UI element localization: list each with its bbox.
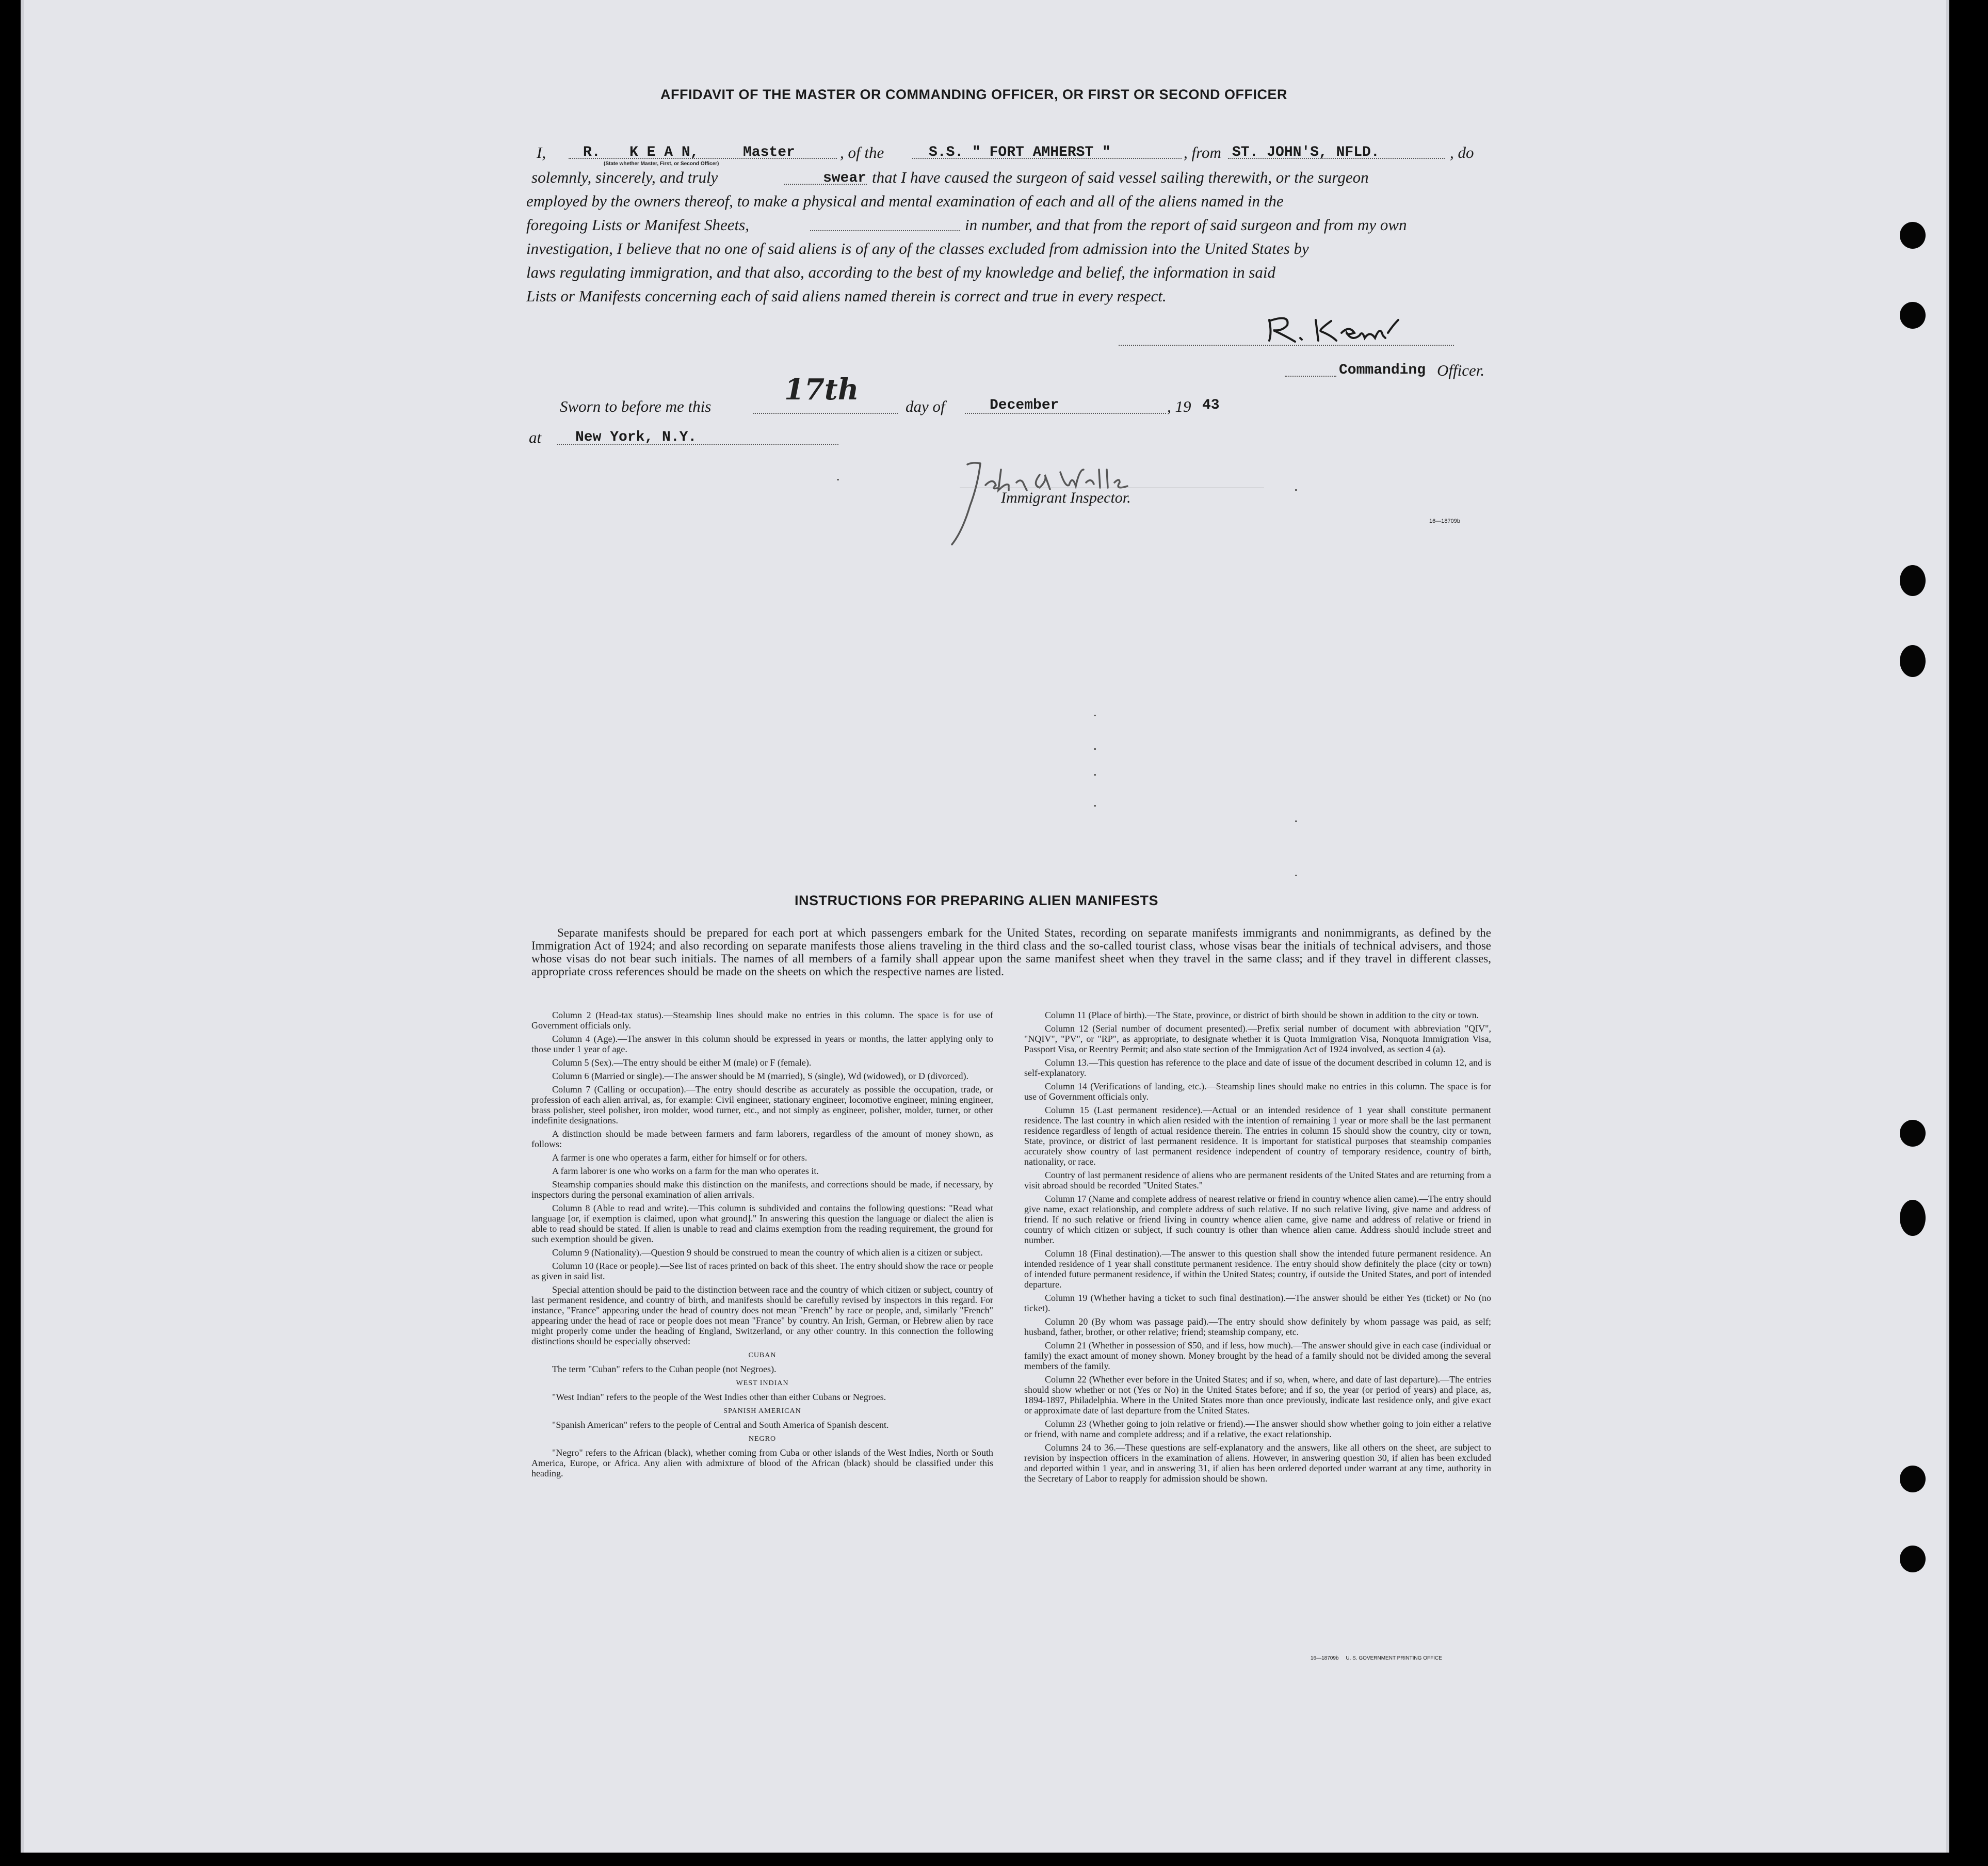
affidavit-line-3: employed by the owners thereof, to make a physical and mental examination of each and all of the aliens named in the [526, 192, 1284, 210]
right-column-paragraph: Columns 24 to 36.—These questions are self-explanatory and the answers, like all others on the sheet, are subject to revision by inspection officers in the examination of aliens. However, in answering question 30, if alien has been excluded and deported within 1 year, and in answering 31, if alien has been ordered deported under warrant at any time, authority in the Secretary of Labor to reapply for admission should be shown. [1024, 1442, 1491, 1484]
affidavit-line-5: investigation, I believe that no one of said aliens is of any of the classes excluded from admission into the United States by [526, 239, 1309, 258]
right-column-paragraph: Column 23 (Whether going to join relative or friend).—The answer should show whether going to join either a relative or friend, with name and complete address; and if a relative, the exact relationship. [1024, 1419, 1491, 1439]
oath-word: swear [823, 170, 867, 186]
sworn-day: 17th [784, 373, 859, 407]
heading-cuban: CUBAN [748, 1352, 777, 1359]
right-column-paragraph: Column 21 (Whether in possession of $50, and if less, how much).—The answer should give in each case (individual or family) the exact amount of money shown. Money brought by the head of a family should not be divided among the several members of the family. [1024, 1340, 1491, 1371]
departure-port: ST. JOHN'S, NFLD. [1232, 144, 1380, 160]
day-of-label: day of [906, 397, 945, 415]
instructions-right-column [1024, 1010, 1491, 1487]
left-column-paragraph: A farmer is one who operates a farm, either for himself or for others. [552, 1152, 807, 1163]
scan-mark [1094, 774, 1096, 776]
text-cuban: The term "Cuban" refers to the Cuban people (not Negroes). [552, 1364, 777, 1374]
left-column-paragraph: A distinction should be made between farmers and farm laborers, regardless of the amount of money shown, as follows: [531, 1129, 993, 1149]
sworn-place: New York, N.Y. [575, 429, 697, 445]
dot-mark [837, 479, 839, 480]
officer-title-line [1285, 376, 1336, 377]
left-column-paragraph: Column 8 (Able to read and write).—This column is subdivided and contains the following questions: "Read what language [or, if exemption is claimed, upon what ground]." In answering this question the language or dialect the alien is able to read should be stated. If alien is unable to read and claims exemption from the reading requirement, the ground for such exemption should be given. [531, 1203, 993, 1244]
left-column-paragraph: Steamship companies should make this distinction on the manifests, and corrections should be made, if necessary, by inspectors during the personal examination of alien arrivals. [531, 1179, 993, 1200]
left-column-paragraph: Column 9 (Nationality).—Question 9 should be construed to mean the country of which alien is a citizen or subject. [552, 1247, 983, 1258]
rank-note: (State whether Master, First, or Second Officer) [604, 161, 719, 167]
left-column-paragraph: Column 5 (Sex).—The entry should be either M (male) or F (female). [552, 1057, 812, 1068]
right-column-paragraph: Column 17 (Name and complete address of nearest relative or friend in country whence alien came).—The entry should give name, exact relationship, and complete address of such relative. If no such relative living, give name and address of friend. If no such relative or friend living in country whence alien came, give name and address of relative or friend in country of which citizen or subject, if such country is other than whence alien came. Address should include street and number. [1024, 1194, 1491, 1245]
left-column-paragraph: Column 2 (Head-tax status).—Steamship lines should make no entries in this column. The space is for use of Government officials only. [531, 1010, 993, 1031]
officer-name-line [569, 158, 837, 159]
text-west-indian: "West Indian" refers to the people of the West Indies other than either Cubans or Negroes. [552, 1392, 886, 1402]
scan-mark [1094, 715, 1096, 716]
affidavit-line-7: Lists or Manifests concerning each of said aliens named therein is correct and true in every respect. [526, 287, 1167, 305]
scan-mark [1094, 805, 1096, 807]
printing-office-footer: 16—18709b U. S. GOVERNMENT PRINTING OFFICE [1311, 1655, 1442, 1661]
right-column-paragraph: Column 11 (Place of birth).—The State, province, or district of birth should be shown in addition to the city or town. [1045, 1010, 1479, 1020]
punch-hole [1900, 222, 1926, 249]
left-column-paragraph: Column 4 (Age).—The answer in this column should be expressed in years or months, the latter applying only to those under 1 year of age. [531, 1034, 993, 1054]
sworn-month: December [990, 397, 1059, 413]
master-signature [1259, 310, 1419, 346]
left-column-paragraph: Special attention should be paid to the distinction between race and the country of which citizen or subject, country of last permanent residence, and country of birth, and manifests should be carefully revised by inspectors in this regard. For instance, "France" appearing under the head of country does not mean "French" by race or people, and, similarly "French" appearing under the head of race or people does not mean "France" by country. An Irish, German, or Hebrew alien by race might properly come under the heading of England, Switzerland, or any other country. In this connection the following distinctions should be especially observed: [531, 1284, 993, 1346]
officer-title-suffix: Officer. [1437, 361, 1485, 379]
right-scan-edge [1946, 0, 1949, 1853]
left-column-paragraph: Column 7 (Calling or occupation).—The entry should describe as accurately as possible the occupation, trade, or profession of each alien arrival, as, for example: Civil engineer, stationary engineer, locomotive engineer, mining engineer, brass polisher, steel polisher, iron molder, wood turner, etc., and not simply as engineer, polisher, molder, turner, or other indefinite designations. [531, 1084, 993, 1125]
punch-hole [1900, 1200, 1926, 1236]
affidavit-line-2-post: that I have caused the surgeon of said vessel sailing therewith, or the surgeon [872, 168, 1369, 186]
at-label: at [529, 428, 542, 446]
heading-west-indian: WEST INDIAN [736, 1379, 789, 1387]
form-number: 16—18709b [1429, 518, 1460, 524]
from-label: , from [1184, 143, 1221, 162]
right-column-paragraph: Column 18 (Final destination).—The answer to this question shall show the intended future permanent residence. An intended residence of 1 year shall constitute permanent residence. The entry should show definitely the place (city or town) of intended future permanent residence, if within the United States; country, if outside the United States, and port of intended departure. [1024, 1248, 1491, 1290]
right-column-paragraph: Column 15 (Last permanent residence).—Actual or an intended residence of 1 year shall constitute permanent residence. The last country in which alien resided with the intention of remaining 1 year or more shall be the last permanent residence regardless of length of actual residence therein. The entries in column 15 should show the country, city or town, State, province, or district of last permanent residence. It is important for statistical purposes that steamship companies accurately show country of last permanent residence independent of country of temporary residence, country of birth, nationality, or race. [1024, 1105, 1491, 1167]
text-spanish-american: "Spanish American" refers to the people of Central and South America of Spanish descent. [552, 1420, 889, 1430]
instructions-left-column [531, 1010, 993, 1482]
heading-spanish-american: SPANISH AMERICAN [723, 1407, 801, 1415]
affidavit-line-4-post: in number, and that from the report of said surgeon and from my own [965, 216, 1407, 234]
of-the-label: , of the [840, 143, 884, 162]
sworn-day-line [753, 413, 898, 414]
instructions-intro: Separate manifests should be prepared for each port at which passengers embark for the United States, recording on separate manifests immigrants and nonimmigrants, as defined by the Immigration Act of 1924; and also recording on separate manifests those aliens traveling in the third class and the so-called tourist class, whose visas bear the initials of technical advisers, and those whose visas do not bear such initials. The names of all members of a family shall appear upon the same manifest sheet when they travel in the same class; and if they travel in different classes, appropriate cross references should be made on the sheets on which the respective names are listed. [531, 926, 1491, 978]
officer-initial: R. [583, 144, 601, 160]
right-column-paragraph: Column 19 (Whether having a ticket to such final destination).—The answer should be either Yes (ticket) or No (no ticket). [1024, 1293, 1491, 1313]
right-column-paragraph: Column 22 (Whether ever before in the United States; and if so, when, where, and date of last departure).—The entries should show whether or not (Yes or No) in the United States before; and if so, the year (or period of years) and place, as, 1894-1897, Philadelphia. Where in the United States more than once previously, indicate last residence only, and give exact or approximate date of last departure from the United States. [1024, 1374, 1491, 1415]
right-column-paragraph: Country of last permanent residence of aliens who are permanent residents of the United States and are returning from a visit abroad should be recorded "United States." [1024, 1170, 1491, 1191]
text-negro: "Negro" refers to the African (black), whether coming from Cuba or other islands of the West Indies, North or South America, Europe, or Africa. Any alien with admixture of blood of the African (black) should be classified under this heading. [531, 1447, 993, 1478]
right-column-paragraph: Column 14 (Verifications of landing, etc.).—Steamship lines should make no entries in this column. The space is for use of Government officials only. [1024, 1081, 1491, 1102]
officer-rank: Master [743, 144, 795, 160]
year-prefix: , 19 [1167, 397, 1191, 415]
pronoun-label: I, [537, 143, 546, 162]
affidavit-line-4-pre: foregoing Lists or Manifest Sheets, [526, 216, 749, 234]
sworn-year: 43 [1202, 397, 1220, 413]
right-column-paragraph: Column 20 (By whom was passage paid).—The entry should show definitely by whom passage was paid, as self; husband, father, brother, or other relative; friend; steamship company, etc. [1024, 1316, 1491, 1337]
right-column-paragraph: Column 12 (Serial number of document presented).—Prefix serial number of document with abbreviation "QIV", "NQIV", "PV", or "RP", as appropriate, to designate whether it is Quota Immigration Visa, Nonquota Immigration Visa, Passport Visa, or Reentry Permit; and also state section of the Immigration Act of 1924 involved, as section 4 (a). [1024, 1023, 1491, 1054]
sworn-label: Sworn to before me this [560, 397, 712, 415]
right-column-paragraph: Column 13.—This question has reference to the place and date of issue of the document described in column 12, and is self-explanatory. [1024, 1057, 1491, 1078]
punch-hole [1900, 645, 1926, 677]
scan-mark [1295, 875, 1297, 876]
affidavit-line-6: laws regulating immigration, and that also, according to the best of my knowledge and belief, the information in said [526, 263, 1276, 281]
left-scan-edge [21, 0, 24, 1853]
instructions-title: INSTRUCTIONS FOR PREPARING ALIEN MANIFESTS [795, 893, 1159, 908]
scan-mark [1295, 821, 1297, 822]
ship-name: S.S. " FORT AMHERST " [929, 144, 1111, 160]
left-column-paragraph: Column 6 (Married or single).—The answer should be M (married), S (single), Wd (widowed), or D (divorced). [552, 1071, 968, 1081]
officer-surname: K E A N, [629, 144, 699, 160]
left-column-paragraph: Column 10 (Race or people).—See list of races printed on back of this sheet. The entry should show the race or people as given in said list. [531, 1261, 993, 1281]
inspector-title: Immigrant Inspector. [1001, 489, 1131, 506]
affidavit-line-2-pre: solemnly, sincerely, and truly [531, 168, 718, 186]
punch-hole [1900, 1466, 1926, 1492]
officer-title-typed: Commanding [1339, 362, 1426, 378]
scan-mark [1295, 489, 1297, 491]
punch-hole [1900, 565, 1926, 596]
sheet-count-line [810, 230, 960, 231]
scan-mark [1094, 748, 1096, 750]
heading-negro: NEGRO [748, 1435, 777, 1443]
punch-hole [1900, 302, 1926, 329]
document-page [21, 0, 1949, 1853]
affidavit-title: AFFIDAVIT OF THE MASTER OR COMMANDING OFFICER, OR FIRST OR SECOND OFFICER [660, 87, 1287, 102]
punch-hole [1900, 1120, 1926, 1147]
left-column-paragraph: A farm laborer is one who works on a farm for the man who operates it. [552, 1166, 819, 1176]
punch-hole [1900, 1546, 1926, 1572]
do-label: , do [1450, 143, 1474, 162]
